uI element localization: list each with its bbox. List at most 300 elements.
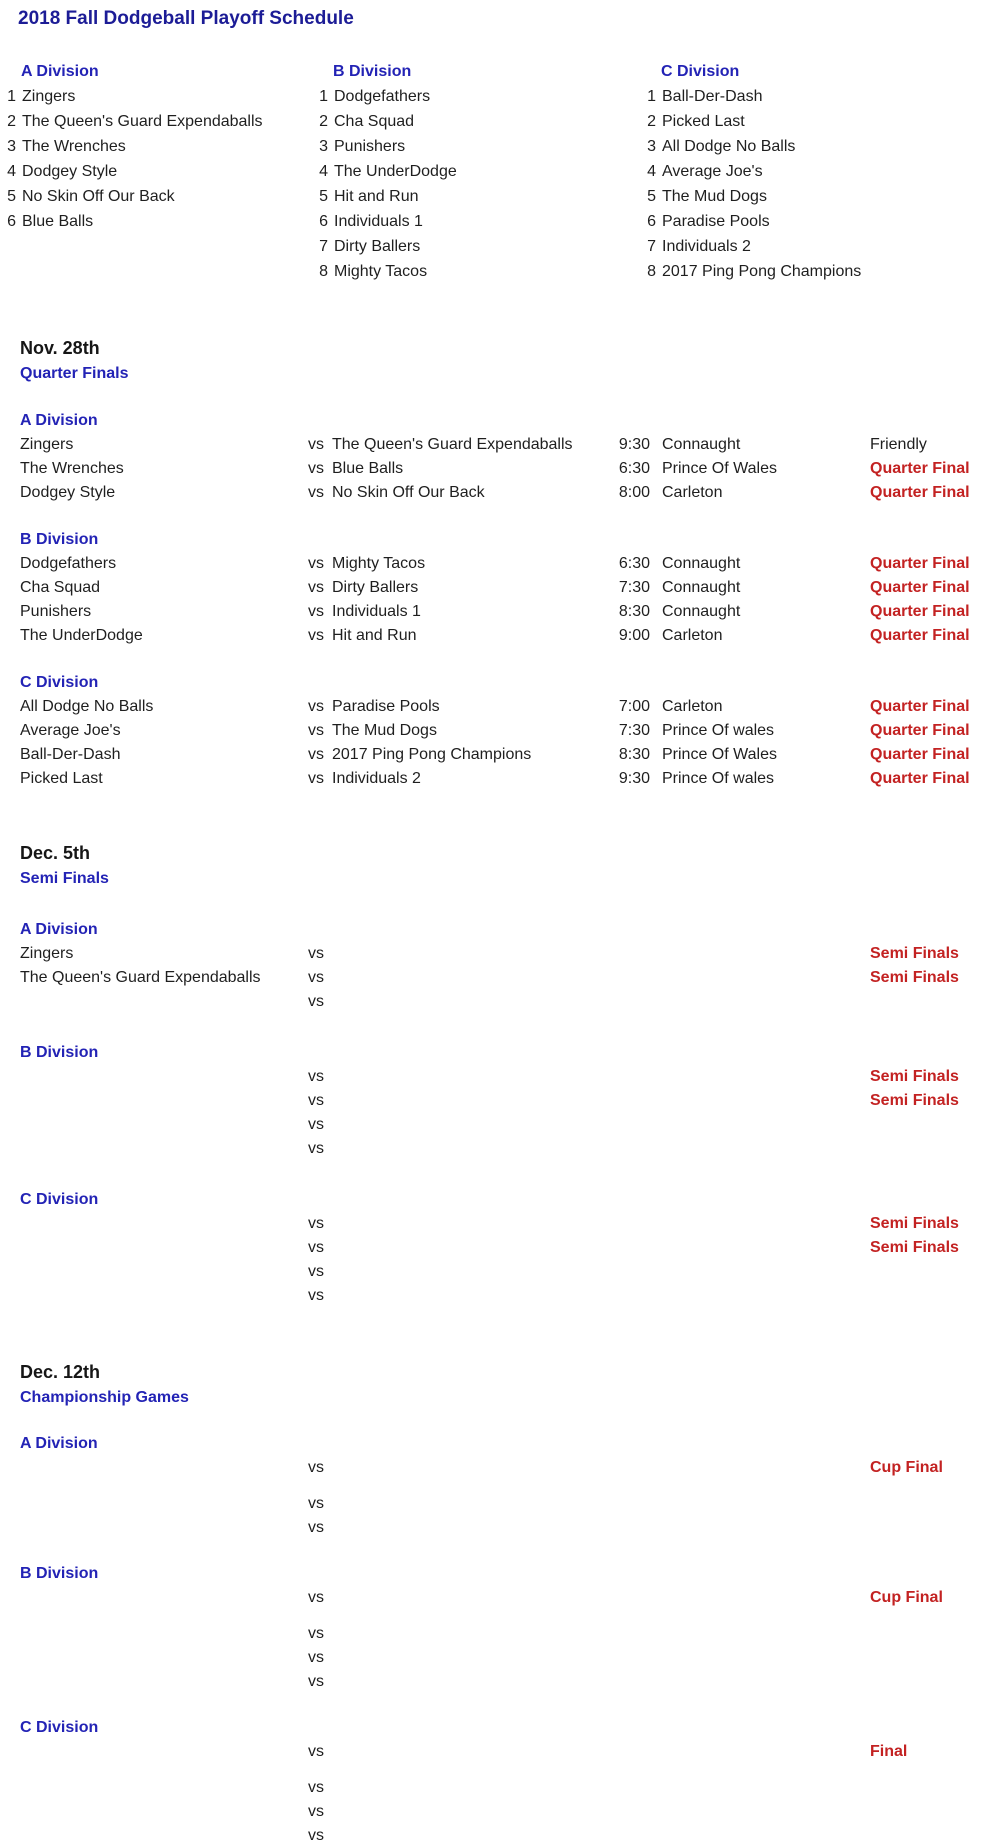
division-header: C Division	[20, 1191, 99, 1208]
division-header: A Division	[20, 1435, 98, 1452]
game-time: 8:30	[618, 603, 650, 620]
roster-row	[647, 109, 947, 134]
team2	[332, 1212, 600, 1236]
game-time	[600, 1260, 650, 1284]
team-number: 5	[7, 188, 16, 205]
roster-row	[7, 184, 307, 209]
team2	[332, 1776, 600, 1800]
vs-label: vs	[308, 770, 324, 787]
game-location: Carleton	[662, 698, 723, 715]
team-name: Punishers	[334, 138, 406, 155]
game-status: Semi Finals	[870, 1092, 959, 1109]
team2	[332, 1065, 600, 1089]
team-name: Blue Balls	[22, 213, 94, 230]
game-row	[0, 695, 1003, 719]
division-header: C Division	[20, 674, 99, 691]
team1	[20, 1670, 308, 1694]
team1: Cha Squad	[20, 579, 101, 596]
team-name: The Mud Dogs	[662, 188, 767, 205]
team1: All Dodge No Balls	[20, 698, 154, 715]
team1	[20, 1622, 308, 1646]
team1	[20, 1260, 308, 1284]
game-status: Quarter Final	[870, 722, 970, 739]
game-status: Quarter Final	[870, 484, 970, 501]
game-location: Prince Of wales	[662, 770, 775, 787]
game-row	[0, 1492, 1003, 1516]
vs-label: vs	[308, 579, 324, 596]
vs-label: vs	[308, 1140, 324, 1157]
roster-row	[647, 159, 947, 184]
game-row	[0, 1065, 1003, 1089]
vs-label: vs	[308, 945, 324, 962]
game-row	[0, 552, 1003, 576]
game-time: 9:30	[618, 770, 650, 787]
team1	[20, 1065, 308, 1089]
vs-label: vs	[308, 969, 324, 986]
game-time	[600, 1492, 650, 1516]
game-row	[0, 1586, 1003, 1610]
vs-label: vs	[308, 1068, 324, 1085]
section-date: Nov. 28th	[20, 338, 100, 358]
game-status	[870, 990, 1003, 1014]
game-row	[0, 1622, 1003, 1646]
roster-row	[647, 134, 947, 159]
team1: The Wrenches	[20, 460, 124, 477]
division-header: C Division	[20, 1719, 99, 1736]
team2	[332, 966, 600, 990]
team1	[20, 1236, 308, 1260]
game-row	[0, 966, 1003, 990]
team2: The Queen's Guard Expendaballs	[332, 436, 573, 453]
division-block	[0, 1041, 1003, 1161]
division-block	[0, 1432, 1003, 1540]
team2	[332, 1646, 600, 1670]
team2: No Skin Off Our Back	[332, 484, 485, 501]
roster-row	[7, 209, 307, 234]
game-location: Carleton	[662, 627, 723, 644]
game-status	[870, 1284, 1003, 1308]
team2	[332, 1236, 600, 1260]
section-nov-28th	[0, 336, 1003, 791]
game-row	[0, 1113, 1003, 1137]
team-name: The Queen's Guard Expendaballs	[22, 113, 263, 130]
game-row	[0, 1776, 1003, 1800]
game-time	[600, 1622, 650, 1646]
team1	[20, 990, 308, 1014]
game-time	[600, 1646, 650, 1670]
roster-row	[319, 209, 619, 234]
team-name: All Dodge No Balls	[662, 138, 796, 155]
vs-label: vs	[308, 1116, 324, 1133]
team1: Picked Last	[20, 770, 103, 787]
team2: 2017 Ping Pong Champions	[332, 746, 532, 763]
game-location	[650, 1586, 870, 1610]
game-time	[600, 1800, 650, 1824]
roster-row	[319, 84, 619, 109]
game-status	[870, 1670, 1003, 1694]
game-status: Quarter Final	[870, 603, 970, 620]
division-block	[0, 409, 1003, 505]
game-status: Quarter Final	[870, 698, 970, 715]
game-row	[0, 1284, 1003, 1308]
team1	[20, 1800, 308, 1824]
game-time: 9:30	[618, 436, 650, 453]
game-time: 7:00	[618, 698, 650, 715]
team2	[332, 1740, 600, 1764]
division-block	[0, 1188, 1003, 1308]
vs-label: vs	[308, 746, 324, 763]
vs-label: vs	[308, 484, 324, 501]
game-location	[650, 1740, 870, 1764]
game-status: Quarter Final	[870, 746, 970, 763]
game-row	[0, 1824, 1003, 1848]
roster-row	[647, 234, 947, 259]
game-time: 7:30	[618, 722, 650, 739]
game-time	[600, 1113, 650, 1137]
game-time	[600, 1456, 650, 1480]
roster-row	[7, 109, 307, 134]
game-location	[650, 1516, 870, 1540]
team2: Mighty Tacos	[332, 555, 426, 572]
game-row	[0, 767, 1003, 791]
division-rosters	[0, 60, 1003, 284]
game-status	[870, 1800, 1003, 1824]
game-time: 6:30	[618, 555, 650, 572]
team-number: 8	[647, 263, 656, 280]
roster-row	[647, 209, 947, 234]
team2: Dirty Ballers	[332, 579, 419, 596]
team2	[332, 990, 600, 1014]
team1	[20, 1284, 308, 1308]
vs-label: vs	[308, 1239, 324, 1256]
game-row	[0, 481, 1003, 505]
team-number: 4	[319, 163, 328, 180]
game-time	[600, 1212, 650, 1236]
team2	[332, 1516, 600, 1540]
team-number: 3	[7, 138, 16, 155]
team1: Zingers	[20, 945, 74, 962]
game-status	[870, 1137, 1003, 1161]
team2	[332, 1260, 600, 1284]
division-block	[0, 918, 1003, 1014]
division-block	[0, 1716, 1003, 1848]
game-time	[600, 1284, 650, 1308]
team-name: Dirty Ballers	[334, 238, 421, 255]
team1: The UnderDodge	[20, 627, 143, 644]
team1: Ball-Der-Dash	[20, 746, 121, 763]
team-name: Cha Squad	[334, 113, 415, 130]
team1	[20, 1137, 308, 1161]
game-status: Friendly	[870, 436, 927, 453]
game-location	[650, 966, 870, 990]
vs-label: vs	[308, 993, 324, 1010]
team1: Average Joe's	[20, 722, 121, 739]
division-block	[0, 671, 1003, 791]
game-time	[600, 1670, 650, 1694]
section-subtitle: Championship Games	[20, 1389, 189, 1406]
game-status: Final	[870, 1743, 908, 1760]
vs-label: vs	[308, 1092, 324, 1109]
vs-label: vs	[308, 1215, 324, 1232]
game-time	[600, 966, 650, 990]
team-number: 2	[7, 113, 16, 130]
team1	[20, 1824, 308, 1848]
game-status: Quarter Final	[870, 460, 970, 477]
team-number: 2	[319, 113, 328, 130]
roster-row	[647, 184, 947, 209]
game-location	[650, 1260, 870, 1284]
team1: Dodgefathers	[20, 555, 117, 572]
game-row	[0, 457, 1003, 481]
game-time: 8:30	[618, 746, 650, 763]
vs-label: vs	[308, 1459, 324, 1476]
division-header: B Division	[333, 63, 412, 80]
team2: Hit and Run	[332, 627, 417, 644]
roster-column-c-division	[647, 60, 947, 284]
division-header: A Division	[20, 412, 98, 429]
game-status: Cup Final	[870, 1459, 943, 1476]
game-row	[0, 743, 1003, 767]
vs-label: vs	[308, 1803, 324, 1820]
team-number: 7	[319, 238, 328, 255]
game-time	[600, 1776, 650, 1800]
team2	[332, 1456, 600, 1480]
game-row	[0, 433, 1003, 457]
team1	[20, 1456, 308, 1480]
game-location	[650, 1800, 870, 1824]
team1: Zingers	[20, 436, 74, 453]
vs-label: vs	[308, 1827, 324, 1844]
team-number: 1	[319, 88, 328, 105]
division-header: B Division	[20, 1044, 99, 1061]
game-time	[600, 1065, 650, 1089]
game-location	[650, 1089, 870, 1113]
team2: Paradise Pools	[332, 698, 440, 715]
game-time	[600, 1137, 650, 1161]
game-location: Carleton	[662, 484, 723, 501]
vs-label: vs	[308, 603, 324, 620]
game-location: Connaught	[662, 579, 741, 596]
game-location	[650, 1492, 870, 1516]
team-number: 1	[647, 88, 656, 105]
game-status: Semi Finals	[870, 969, 959, 986]
game-time: 7:30	[618, 579, 650, 596]
game-row	[0, 1456, 1003, 1480]
section-subtitle: Semi Finals	[20, 870, 109, 887]
game-time	[600, 1236, 650, 1260]
vs-label: vs	[308, 1649, 324, 1666]
division-header: A Division	[21, 63, 99, 80]
game-status: Semi Finals	[870, 1068, 959, 1085]
team1	[20, 1113, 308, 1137]
team-name: The UnderDodge	[334, 163, 457, 180]
game-row	[0, 942, 1003, 966]
game-status	[870, 1492, 1003, 1516]
team1: Punishers	[20, 603, 92, 620]
vs-label: vs	[308, 1495, 324, 1512]
game-location	[650, 1646, 870, 1670]
game-status: Semi Finals	[870, 945, 959, 962]
section-dec-12th	[0, 1360, 1003, 1848]
division-block	[0, 1562, 1003, 1694]
game-status	[870, 1776, 1003, 1800]
team1	[20, 1586, 308, 1610]
vs-label: vs	[308, 1519, 324, 1536]
game-status	[870, 1113, 1003, 1137]
game-status	[870, 1622, 1003, 1646]
vs-label: vs	[308, 1287, 324, 1304]
game-status: Quarter Final	[870, 627, 970, 644]
game-time	[600, 942, 650, 966]
game-time	[600, 990, 650, 1014]
division-header: C Division	[661, 63, 740, 80]
roster-row	[319, 259, 619, 284]
roster-row	[319, 184, 619, 209]
game-row	[0, 600, 1003, 624]
team2	[332, 1492, 600, 1516]
game-status: Quarter Final	[870, 555, 970, 572]
game-location	[650, 1456, 870, 1480]
team2: Individuals 1	[332, 603, 421, 620]
division-block	[0, 528, 1003, 648]
roster-row	[7, 84, 307, 109]
team2	[332, 1113, 600, 1137]
team-number: 1	[7, 88, 16, 105]
team2	[332, 1824, 600, 1848]
roster-column-b-division	[319, 60, 619, 284]
game-row	[0, 1646, 1003, 1670]
game-time	[600, 1740, 650, 1764]
team-name: Paradise Pools	[662, 213, 770, 230]
section-date: Dec. 12th	[20, 1362, 101, 1382]
game-time: 8:00	[618, 484, 650, 501]
schedule-sections	[0, 336, 1003, 1848]
roster-row	[319, 134, 619, 159]
team-number: 6	[319, 213, 328, 230]
game-location: Connaught	[662, 603, 741, 620]
vs-label: vs	[308, 1673, 324, 1690]
game-location	[650, 1212, 870, 1236]
game-location: Prince Of Wales	[662, 460, 777, 477]
game-location	[650, 1137, 870, 1161]
game-row	[0, 719, 1003, 743]
team-name: Hit and Run	[334, 188, 419, 205]
roster-row	[319, 159, 619, 184]
vs-label: vs	[308, 722, 324, 739]
game-location	[650, 1113, 870, 1137]
vs-label: vs	[308, 1743, 324, 1760]
roster-row	[7, 134, 307, 159]
team2	[332, 1622, 600, 1646]
team1: Dodgey Style	[20, 484, 116, 501]
game-row	[0, 1137, 1003, 1161]
game-status	[870, 1646, 1003, 1670]
team2	[332, 1284, 600, 1308]
team2	[332, 1586, 600, 1610]
team2: The Mud Dogs	[332, 722, 437, 739]
division-header: A Division	[20, 921, 98, 938]
roster-row	[319, 109, 619, 134]
vs-label: vs	[308, 1263, 324, 1280]
team-number: 6	[647, 213, 656, 230]
roster-row	[319, 234, 619, 259]
team2	[332, 1670, 600, 1694]
team-number: 3	[647, 138, 656, 155]
division-header: B Division	[20, 1565, 99, 1582]
team-number: 5	[319, 188, 328, 205]
game-time	[600, 1824, 650, 1848]
game-row	[0, 1516, 1003, 1540]
team2	[332, 1800, 600, 1824]
roster-row	[647, 84, 947, 109]
vs-label: vs	[308, 1589, 324, 1606]
game-location: Connaught	[662, 555, 741, 572]
game-time	[600, 1089, 650, 1113]
game-location	[650, 990, 870, 1014]
vs-label: vs	[308, 698, 324, 715]
vs-label: vs	[308, 460, 324, 477]
team-name: Average Joe's	[662, 163, 763, 180]
team1	[20, 1089, 308, 1113]
game-status: Semi Finals	[870, 1215, 959, 1232]
section-dec-5th	[0, 841, 1003, 1308]
team-name: Individuals 1	[334, 213, 423, 230]
game-time: 6:30	[618, 460, 650, 477]
team-name: Mighty Tacos	[334, 263, 428, 280]
game-row	[0, 1089, 1003, 1113]
game-status: Semi Finals	[870, 1239, 959, 1256]
team1	[20, 1740, 308, 1764]
roster-column-a-division	[7, 60, 307, 234]
vs-label: vs	[308, 627, 324, 644]
team2: Blue Balls	[332, 460, 404, 477]
team2: Individuals 2	[332, 770, 421, 787]
team1	[20, 1776, 308, 1800]
game-row	[0, 1740, 1003, 1764]
roster-row	[647, 259, 947, 284]
team1	[20, 1492, 308, 1516]
team1	[20, 1212, 308, 1236]
team1: The Queen's Guard Expendaballs	[20, 969, 261, 986]
team-name: Individuals 2	[662, 238, 751, 255]
game-location	[650, 1065, 870, 1089]
game-location	[650, 1776, 870, 1800]
page-title: 2018 Fall Dodgeball Playoff Schedule	[18, 8, 354, 29]
game-row	[0, 990, 1003, 1014]
team-number: 6	[7, 213, 16, 230]
game-row	[0, 1260, 1003, 1284]
section-date: Dec. 5th	[20, 843, 91, 863]
game-status: Quarter Final	[870, 770, 970, 787]
team2	[332, 1137, 600, 1161]
game-location: Prince Of Wales	[662, 746, 777, 763]
game-location	[650, 1670, 870, 1694]
team-name: Dodgefathers	[334, 88, 431, 105]
game-location	[650, 1284, 870, 1308]
vs-label: vs	[308, 436, 324, 453]
team-name: 2017 Ping Pong Champions	[662, 263, 862, 280]
game-row	[0, 1236, 1003, 1260]
section-subtitle: Quarter Finals	[20, 365, 129, 382]
game-location: Connaught	[662, 436, 741, 453]
team-name: Zingers	[22, 88, 76, 105]
team1	[20, 1646, 308, 1670]
vs-label: vs	[308, 1625, 324, 1642]
division-header: B Division	[20, 531, 99, 548]
team-name: Ball-Der-Dash	[662, 88, 763, 105]
game-row	[0, 1212, 1003, 1236]
team-name: Dodgey Style	[22, 163, 118, 180]
